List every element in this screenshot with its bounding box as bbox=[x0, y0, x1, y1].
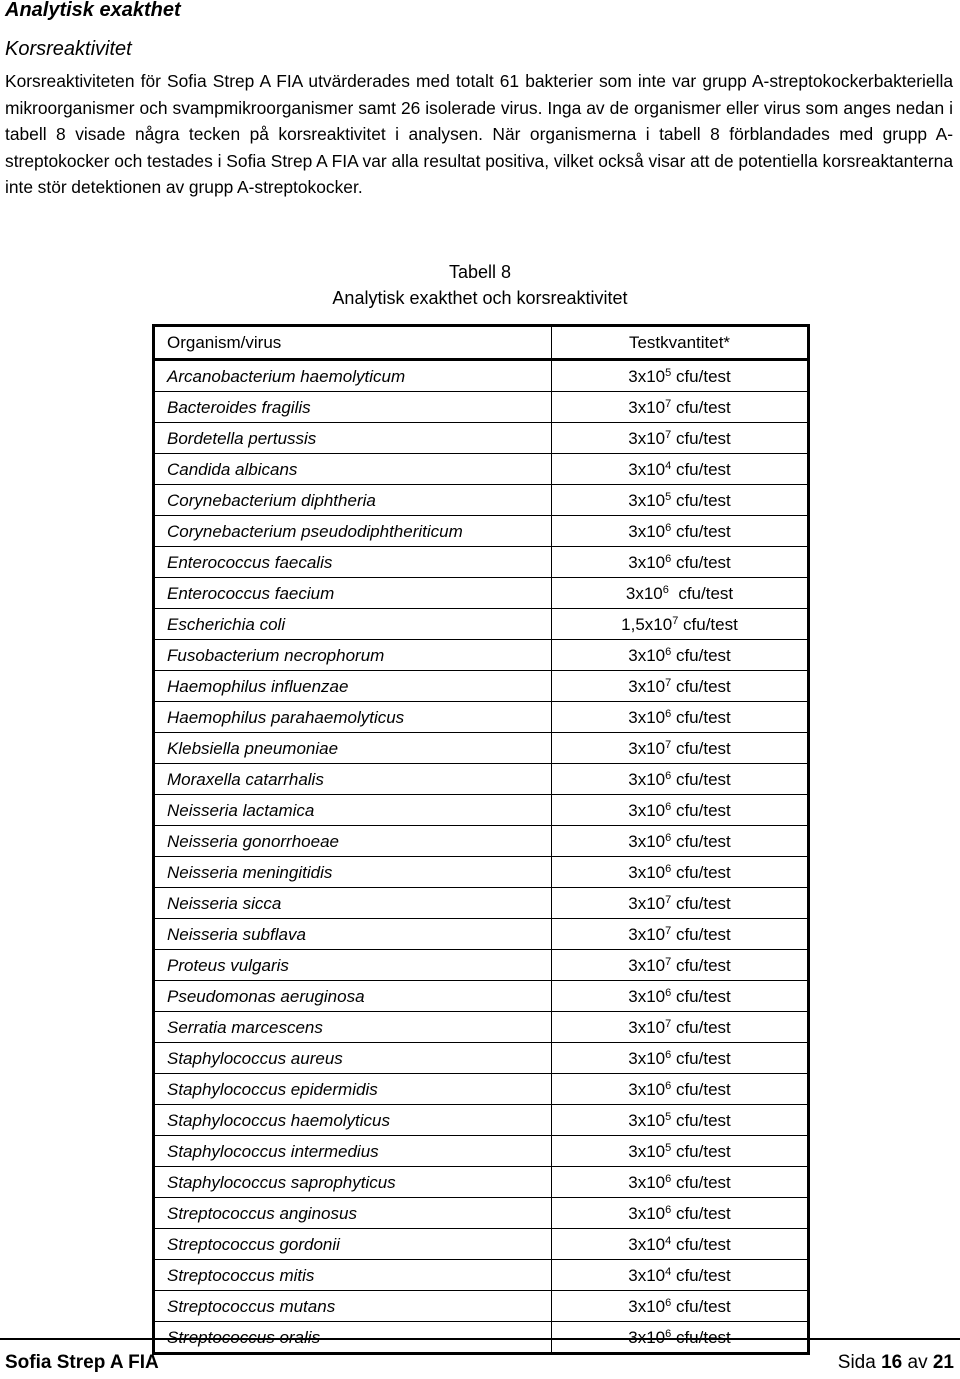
quantity-cell bbox=[552, 764, 809, 795]
quantity-unit: cfu/test bbox=[668, 583, 734, 603]
quantity-exponent: 6 bbox=[665, 707, 672, 720]
quantity-exponent: 4 bbox=[665, 1234, 672, 1247]
subsection-heading: Korsreaktivitet bbox=[5, 38, 132, 60]
quantity-unit: cfu/test bbox=[671, 1296, 731, 1316]
quantity-cell bbox=[552, 888, 809, 919]
quantity-exponent: 6 bbox=[665, 1172, 672, 1185]
organism-cell: Bacteroides fragilis bbox=[154, 392, 552, 423]
quantity-cell bbox=[552, 981, 809, 1012]
organism-cell: Arcanobacterium haemolyticum bbox=[154, 360, 552, 392]
quantity-cell bbox=[552, 1260, 809, 1291]
table-row bbox=[154, 1043, 809, 1074]
quantity-base: 3x10 bbox=[628, 924, 666, 944]
organism-cell: Staphylococcus saprophyticus bbox=[154, 1167, 552, 1198]
quantity-exponent: 6 bbox=[665, 986, 672, 999]
table-row bbox=[154, 640, 809, 671]
table-caption-number: Tabell 8 bbox=[448, 262, 512, 282]
quantity-cell bbox=[552, 485, 809, 516]
table-row bbox=[154, 547, 809, 578]
organism-cell: Staphylococcus epidermidis bbox=[154, 1074, 552, 1105]
quantity-cell bbox=[552, 392, 809, 423]
quantity-base: 3x10 bbox=[628, 893, 666, 913]
quantity-base: 3x10 bbox=[628, 521, 666, 541]
quantity-cell bbox=[552, 1229, 809, 1260]
table-row bbox=[154, 1012, 809, 1043]
quantity-base: 3x10 bbox=[628, 1110, 666, 1130]
table-body bbox=[154, 360, 809, 1354]
table-row bbox=[154, 1291, 809, 1322]
quantity-unit: cfu/test bbox=[671, 986, 731, 1006]
organism-cell: Pseudomonas aeruginosa bbox=[154, 981, 552, 1012]
organism-cell: Candida albicans bbox=[154, 454, 552, 485]
quantity-base: 3x10 bbox=[628, 1203, 666, 1223]
table-row bbox=[154, 360, 809, 392]
quantity-base: 3x10 bbox=[628, 428, 666, 448]
quantity-base: 3x10 bbox=[628, 1296, 666, 1316]
quantity-unit: cfu/test bbox=[671, 1327, 731, 1347]
organism-cell: Klebsiella pneumoniae bbox=[154, 733, 552, 764]
quantity-cell bbox=[552, 950, 809, 981]
quantity-unit: cfu/test bbox=[671, 459, 731, 479]
table-row bbox=[154, 578, 809, 609]
organism-cell: Staphylococcus haemolyticus bbox=[154, 1105, 552, 1136]
quantity-unit: cfu/test bbox=[671, 924, 731, 944]
quantity-exponent: 6 bbox=[665, 1327, 672, 1340]
quantity-unit: cfu/test bbox=[671, 1172, 731, 1192]
quantity-exponent: 6 bbox=[665, 1296, 672, 1309]
quantity-exponent: 7 bbox=[665, 397, 672, 410]
quantity-exponent: 6 bbox=[665, 552, 672, 565]
quantity-cell bbox=[552, 1136, 809, 1167]
quantity-cell bbox=[552, 1074, 809, 1105]
table-row bbox=[154, 764, 809, 795]
quantity-base: 1,5x10 bbox=[621, 614, 673, 634]
quantity-unit: cfu/test bbox=[671, 893, 731, 913]
quantity-cell bbox=[552, 1167, 809, 1198]
quantity-base: 3x10 bbox=[628, 490, 666, 510]
quantity-base: 3x10 bbox=[628, 1017, 666, 1037]
quantity-exponent: 7 bbox=[665, 893, 672, 906]
quantity-unit: cfu/test bbox=[671, 707, 731, 727]
quantity-cell bbox=[552, 702, 809, 733]
quantity-exponent: 7 bbox=[672, 614, 679, 627]
quantity-base: 3x10 bbox=[628, 1265, 666, 1285]
organism-cell: Neisseria gonorrhoeae bbox=[154, 826, 552, 857]
quantity-base: 3x10 bbox=[628, 552, 666, 572]
quantity-base: 3x10 bbox=[628, 1234, 666, 1254]
quantity-base: 3x10 bbox=[628, 955, 666, 975]
table-row bbox=[154, 1105, 809, 1136]
quantity-cell bbox=[552, 1105, 809, 1136]
quantity-cell bbox=[552, 423, 809, 454]
footer-page-total: 21 bbox=[932, 1352, 954, 1373]
organism-cell: Streptococcus oralis bbox=[154, 1322, 552, 1354]
table-row bbox=[154, 888, 809, 919]
quantity-exponent: 4 bbox=[665, 1265, 672, 1278]
quantity-cell bbox=[552, 640, 809, 671]
quantity-exponent: 6 bbox=[665, 1203, 672, 1216]
quantity-unit: cfu/test bbox=[671, 862, 731, 882]
quantity-exponent: 5 bbox=[665, 366, 672, 379]
quantity-base: 3x10 bbox=[628, 1172, 666, 1192]
table-row bbox=[154, 702, 809, 733]
quantity-exponent: 7 bbox=[665, 676, 672, 689]
table-row bbox=[154, 1074, 809, 1105]
quantity-cell bbox=[552, 733, 809, 764]
table-row bbox=[154, 454, 809, 485]
table-row bbox=[154, 1260, 809, 1291]
table-row bbox=[154, 392, 809, 423]
quantity-cell bbox=[552, 919, 809, 950]
quantity-exponent: 6 bbox=[665, 1079, 672, 1092]
quantity-unit: cfu/test bbox=[671, 490, 731, 510]
organism-cell: Staphylococcus aureus bbox=[154, 1043, 552, 1074]
organism-cell: Escherichia coli bbox=[154, 609, 552, 640]
quantity-unit: cfu/test bbox=[671, 800, 731, 820]
quantity-exponent: 5 bbox=[665, 1110, 672, 1123]
quantity-unit: cfu/test bbox=[671, 1234, 731, 1254]
quantity-cell bbox=[552, 516, 809, 547]
quantity-cell bbox=[552, 1012, 809, 1043]
quantity-base: 3x10 bbox=[625, 583, 663, 603]
table-row bbox=[154, 919, 809, 950]
table-row bbox=[154, 609, 809, 640]
quantity-unit: cfu/test bbox=[671, 1265, 731, 1285]
quantity-cell bbox=[552, 671, 809, 702]
organism-cell: Haemophilus influenzae bbox=[154, 671, 552, 702]
organism-cell: Neisseria lactamica bbox=[154, 795, 552, 826]
table-row bbox=[154, 1229, 809, 1260]
quantity-base: 3x10 bbox=[628, 831, 666, 851]
quantity-unit: cfu/test bbox=[678, 614, 738, 634]
organism-cell: Enterococcus faecalis bbox=[154, 547, 552, 578]
quantity-exponent: 6 bbox=[665, 800, 672, 813]
quantity-unit: cfu/test bbox=[671, 676, 731, 696]
quantity-unit: cfu/test bbox=[671, 1110, 731, 1130]
quantity-unit: cfu/test bbox=[671, 1017, 731, 1037]
table-row bbox=[154, 826, 809, 857]
cross-reactivity-table bbox=[152, 324, 810, 1355]
quantity-unit: cfu/test bbox=[671, 521, 731, 541]
table-row bbox=[154, 981, 809, 1012]
organism-cell: Streptococcus gordonii bbox=[154, 1229, 552, 1260]
quantity-exponent: 7 bbox=[665, 924, 672, 937]
quantity-unit: cfu/test bbox=[671, 428, 731, 448]
table-row bbox=[154, 516, 809, 547]
quantity-unit: cfu/test bbox=[671, 552, 731, 572]
quantity-cell bbox=[552, 826, 809, 857]
organism-cell: Staphylococcus intermedius bbox=[154, 1136, 552, 1167]
quantity-unit: cfu/test bbox=[671, 1203, 731, 1223]
table-row bbox=[154, 1198, 809, 1229]
quantity-cell bbox=[552, 578, 809, 609]
table-row bbox=[154, 795, 809, 826]
table-header-row bbox=[154, 326, 809, 360]
quantity-base: 3x10 bbox=[628, 986, 666, 1006]
quantity-unit: cfu/test bbox=[671, 1079, 731, 1099]
quantity-base: 3x10 bbox=[628, 707, 666, 727]
quantity-cell bbox=[552, 857, 809, 888]
footer-divider bbox=[0, 1338, 960, 1340]
organism-cell: Neisseria subflava bbox=[154, 919, 552, 950]
quantity-base: 3x10 bbox=[628, 800, 666, 820]
quantity-cell bbox=[552, 609, 809, 640]
quantity-cell bbox=[552, 1043, 809, 1074]
quantity-unit: cfu/test bbox=[671, 1048, 731, 1068]
quantity-exponent: 6 bbox=[665, 769, 672, 782]
quantity-base: 3x10 bbox=[628, 769, 666, 789]
organism-cell: Streptococcus mitis bbox=[154, 1260, 552, 1291]
quantity-exponent: 6 bbox=[665, 862, 672, 875]
intro-paragraph: Korsreaktiviteten för Sofia Strep A FIA utvärderades med totalt 61 bakterier som inte var grupp A-streptokockerbakteriella mikroorganismer och svampmikroorganismer samt 26 isolerade virus. Inga av de organismer eller virus som anges nedan i tabell 8 visade några tecken på korsreaktivitet i analysen. När organismerna i tabell 8 förblandades med grupp A-streptokocker och testades i Sofia Strep A FIA var alla resultat positiva, vilket också visar att de potentiella korsreaktanterna inte stör detektionen av grupp A-streptokocker. bbox=[5, 71, 953, 197]
quantity-unit: cfu/test bbox=[671, 955, 731, 975]
quantity-unit: cfu/test bbox=[671, 1141, 731, 1161]
quantity-base: 3x10 bbox=[628, 459, 666, 479]
quantity-base: 3x10 bbox=[628, 1327, 666, 1347]
quantity-exponent: 7 bbox=[665, 955, 672, 968]
quantity-cell bbox=[552, 1291, 809, 1322]
quantity-base: 3x10 bbox=[628, 676, 666, 696]
quantity-exponent: 7 bbox=[665, 738, 672, 751]
quantity-exponent: 7 bbox=[665, 428, 672, 441]
organism-cell: Corynebacterium diphtheria bbox=[154, 485, 552, 516]
quantity-exponent: 5 bbox=[665, 490, 672, 503]
table-row bbox=[154, 1136, 809, 1167]
header-organism: Organism/virus bbox=[154, 326, 552, 360]
organism-cell: Moraxella catarrhalis bbox=[154, 764, 552, 795]
quantity-exponent: 6 bbox=[662, 583, 669, 596]
footer-product bbox=[5, 1352, 159, 1374]
section-heading: Analytisk exakthet bbox=[5, 0, 181, 21]
quantity-base: 3x10 bbox=[628, 1048, 666, 1068]
quantity-unit: cfu/test bbox=[671, 645, 731, 665]
table-row bbox=[154, 1167, 809, 1198]
quantity-unit: cfu/test bbox=[671, 738, 731, 758]
quantity-exponent: 6 bbox=[665, 645, 672, 658]
quantity-cell bbox=[552, 360, 809, 392]
quantity-unit: cfu/test bbox=[671, 769, 731, 789]
table-caption-title: Analytisk exakthet och korsreaktivitet bbox=[332, 288, 628, 308]
quantity-unit: cfu/test bbox=[671, 366, 731, 386]
quantity-exponent: 6 bbox=[665, 1048, 672, 1061]
organism-cell: Corynebacterium pseudodiphtheriticum bbox=[154, 516, 552, 547]
quantity-cell bbox=[552, 547, 809, 578]
quantity-exponent: 6 bbox=[665, 831, 672, 844]
organism-cell: Streptococcus anginosus bbox=[154, 1198, 552, 1229]
table-row bbox=[154, 671, 809, 702]
quantity-exponent: 5 bbox=[665, 1141, 672, 1154]
footer-page-number bbox=[838, 1352, 954, 1374]
organism-cell: Haemophilus parahaemolyticus bbox=[154, 702, 552, 733]
header-quantity: Testkvantitet* bbox=[552, 326, 809, 360]
quantity-unit: cfu/test bbox=[671, 831, 731, 851]
organism-cell: Streptococcus mutans bbox=[154, 1291, 552, 1322]
quantity-exponent: 6 bbox=[665, 521, 672, 534]
organism-cell: Serratia marcescens bbox=[154, 1012, 552, 1043]
organism-cell: Neisseria sicca bbox=[154, 888, 552, 919]
footer-page-mid: av bbox=[902, 1352, 933, 1373]
quantity-base: 3x10 bbox=[628, 366, 666, 386]
organism-cell: Fusobacterium necrophorum bbox=[154, 640, 552, 671]
quantity-cell bbox=[552, 454, 809, 485]
quantity-base: 3x10 bbox=[628, 1079, 666, 1099]
quantity-cell bbox=[552, 1198, 809, 1229]
footer-page-prefix: Sida bbox=[837, 1352, 882, 1373]
table-row bbox=[154, 733, 809, 764]
footer-product-name: Sofia Strep A FIA bbox=[5, 1352, 159, 1373]
quantity-base: 3x10 bbox=[628, 1141, 666, 1161]
table-row bbox=[154, 950, 809, 981]
quantity-unit: cfu/test bbox=[671, 397, 731, 417]
table-row bbox=[154, 485, 809, 516]
organism-cell: Enterococcus faecium bbox=[154, 578, 552, 609]
quantity-cell bbox=[552, 795, 809, 826]
quantity-exponent: 7 bbox=[665, 1017, 672, 1030]
quantity-exponent: 4 bbox=[665, 459, 672, 472]
footer-page-current: 16 bbox=[881, 1352, 903, 1373]
quantity-base: 3x10 bbox=[628, 862, 666, 882]
quantity-base: 3x10 bbox=[628, 645, 666, 665]
organism-cell: Proteus vulgaris bbox=[154, 950, 552, 981]
organism-cell: Bordetella pertussis bbox=[154, 423, 552, 454]
quantity-base: 3x10 bbox=[628, 397, 666, 417]
quantity-base: 3x10 bbox=[628, 738, 666, 758]
table-row bbox=[154, 857, 809, 888]
table-row bbox=[154, 423, 809, 454]
organism-cell: Neisseria meningitidis bbox=[154, 857, 552, 888]
